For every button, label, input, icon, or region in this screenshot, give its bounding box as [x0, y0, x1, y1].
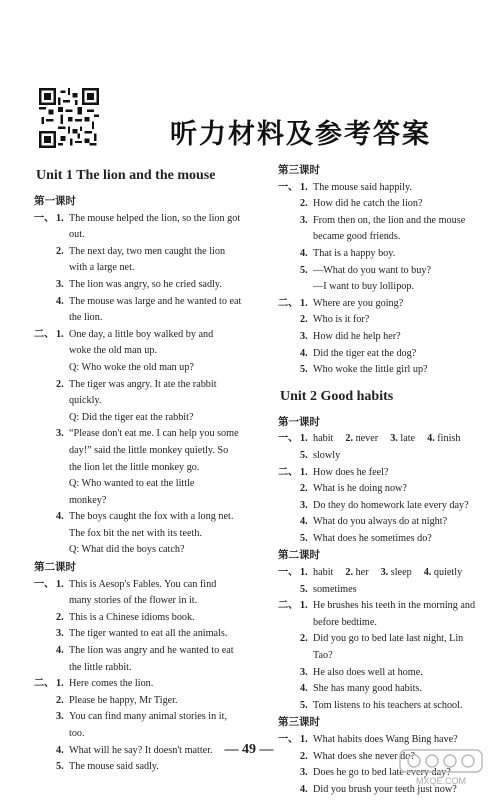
- item-number: 2.: [56, 611, 64, 623]
- answer-list: [278, 180, 478, 296]
- lesson-heading: 第二课时: [34, 562, 76, 574]
- answer-line: [34, 343, 244, 360]
- item-number: 2.: [345, 433, 356, 445]
- section-label: 一、: [278, 567, 299, 579]
- answer-text: Q: Who woke the old man up?: [69, 361, 194, 373]
- item-number: 5.: [300, 364, 308, 376]
- answer-text: What is he doing now?: [313, 483, 407, 495]
- item-number: 4.: [56, 511, 64, 523]
- answer-text: That is a happy boy.: [313, 247, 396, 259]
- answer-text: Where are you going?: [313, 297, 404, 309]
- answer-line: [34, 542, 244, 559]
- answer-text: What does she never do?: [313, 750, 415, 762]
- answer-text: woke the old man up.: [69, 345, 157, 357]
- item-number: 3.: [56, 711, 64, 723]
- answer-line: [34, 410, 244, 427]
- answer-text: The mouse said happily.: [313, 181, 412, 193]
- answer-text: the lion let the little monkey go.: [69, 461, 200, 473]
- answer-line: [34, 377, 244, 394]
- answer-line: [278, 665, 478, 682]
- item-number: 4.: [56, 645, 64, 657]
- answer-text: Did you brush your teeth just now?: [313, 783, 457, 795]
- item-number: 5.: [300, 532, 308, 544]
- answer-line: [278, 180, 478, 197]
- answer-line: [34, 327, 244, 344]
- answer-text: The fox bit the net with its teeth.: [69, 527, 202, 539]
- answer-text: —What do you want to buy?: [313, 264, 431, 276]
- answer-line: [34, 310, 244, 327]
- answer-text: many stories of the flower in it.: [69, 595, 198, 607]
- item-number: 3.: [300, 330, 308, 342]
- answer-text: She has many good habits.: [313, 683, 422, 695]
- answer-list: [34, 327, 244, 559]
- answer-list: [278, 465, 478, 548]
- answer-word: finish: [437, 433, 461, 445]
- answer-text: The mouse said sadly.: [69, 761, 159, 773]
- item-number: 4.: [300, 683, 308, 695]
- answer-text: Q: Who wanted to eat the little: [69, 478, 195, 490]
- answer-line: [278, 196, 478, 213]
- answer-text: too.: [69, 728, 85, 739]
- section-label: 一、: [278, 433, 299, 445]
- answer-line: [278, 229, 478, 246]
- lesson-heading: 第三课时: [278, 165, 320, 176]
- right-column: [278, 162, 478, 798]
- item-number: 1.: [300, 181, 308, 193]
- item-number: 3.: [56, 278, 64, 290]
- item-number: 4.: [300, 516, 308, 528]
- item-number: 3.: [56, 628, 64, 640]
- watermark-logo: [398, 748, 484, 788]
- answer-line: [34, 726, 244, 743]
- answer-line: [278, 263, 478, 280]
- item-number: 1.: [300, 466, 308, 478]
- lesson-heading: 第一课时: [34, 196, 76, 207]
- answer-line: [34, 526, 244, 543]
- item-number: 2.: [300, 633, 308, 645]
- answer-text: How did he help her?: [313, 330, 401, 342]
- answer-list: [34, 577, 244, 677]
- answer-line: [34, 660, 244, 677]
- answer-text: The lion was angry and he wanted to eat: [69, 645, 234, 657]
- answer-text: He also does well at home.: [313, 666, 423, 678]
- item-number: 1.: [300, 734, 308, 745]
- answer-line: [34, 709, 244, 726]
- answer-word: never: [355, 433, 379, 445]
- answer-line: [278, 498, 478, 515]
- answer-line: [34, 476, 244, 493]
- item-number: 1.: [56, 212, 64, 224]
- answer-text: the lion.: [69, 312, 103, 324]
- answer-line: [278, 698, 478, 715]
- section-label: 一、: [278, 734, 299, 745]
- answer-text: quickly.: [69, 395, 102, 407]
- answer-text: What do you always do at night?: [313, 516, 448, 528]
- answer-line: [278, 431, 478, 448]
- answer-line: [34, 676, 244, 693]
- answer-text: out.: [69, 229, 85, 241]
- answer-line: [278, 312, 478, 329]
- item-number: 2.: [56, 694, 64, 706]
- unit2-title: Unit 2 Good habits: [280, 388, 394, 404]
- item-number: 2.: [300, 483, 308, 495]
- answer-text: The mouse was large and he wanted to eat: [69, 295, 242, 307]
- section-label: 二、: [34, 328, 55, 340]
- answer-text: day!” said the little monkey quietly. So: [69, 444, 229, 456]
- answer-text: You can find many animal stories in it,: [69, 711, 227, 723]
- qr-code-image: [39, 88, 99, 148]
- item-number: 2.: [56, 245, 64, 257]
- answer-text: One day, a little boy walked by and: [69, 328, 214, 340]
- answer-text: Please be happy, Mr Tiger.: [69, 694, 178, 706]
- answer-line: [278, 213, 478, 230]
- item-number: 2.: [345, 567, 356, 579]
- item-number: 3.: [390, 433, 401, 445]
- item-number: 4.: [56, 744, 64, 756]
- answer-line: [34, 759, 244, 776]
- answer-word: habit: [313, 433, 334, 445]
- answer-line: [34, 360, 244, 377]
- item-number: 2.: [300, 314, 308, 326]
- answer-text: Who is it for?: [313, 314, 370, 326]
- answer-line: [278, 648, 478, 665]
- answer-line: [278, 531, 478, 548]
- item-number: 4.: [300, 783, 308, 795]
- answer-line: [278, 329, 478, 346]
- answer-line: [34, 443, 244, 460]
- answer-text: Does he go to bed late every day?: [313, 767, 451, 779]
- answer-line: [34, 211, 244, 228]
- answer-text: The mouse helped the lion, so the lion got: [69, 212, 241, 224]
- answer-line: [34, 426, 244, 443]
- item-number: 3.: [300, 499, 308, 511]
- answer-text: The lion was angry, so he cried sadly.: [69, 278, 222, 290]
- answer-list: [278, 598, 478, 714]
- left-column: [34, 162, 244, 776]
- answer-text: before bedtime.: [313, 616, 377, 628]
- answer-text: This is a Chinese idioms book.: [69, 611, 195, 623]
- answer-text: with a large net.: [69, 262, 135, 274]
- answer-line: [34, 593, 244, 610]
- answer-line: [34, 393, 244, 410]
- answer-text: —I want to buy lollipop.: [313, 281, 415, 293]
- answer-text: “Please don't eat me. I can help you some: [69, 428, 239, 440]
- answer-line: [34, 577, 244, 594]
- answer-line: [34, 493, 244, 510]
- item-number: 4.: [56, 295, 64, 307]
- answer-line: [34, 693, 244, 710]
- answer-word: quietly: [433, 567, 463, 579]
- answer-line: [34, 294, 244, 311]
- item-number: 3.: [300, 214, 308, 226]
- item-number: 5.: [56, 761, 64, 773]
- answer-list: [278, 296, 478, 379]
- answer-text: The tiger was angry. It ate the rabbit: [69, 378, 217, 390]
- item-number: 2.: [300, 198, 308, 210]
- answer-text: Tao?: [313, 650, 333, 662]
- answer-text: Did the tiger eat the dog?: [313, 347, 417, 359]
- answer-text: Do they do homework late every day?: [313, 499, 469, 511]
- lesson-heading: 第一课时: [278, 416, 320, 428]
- item-number: 4.: [300, 247, 308, 259]
- item-number: 1.: [300, 567, 308, 579]
- item-number: 2.: [300, 750, 308, 762]
- answer-line: [34, 277, 244, 294]
- answer-line: [34, 643, 244, 660]
- answer-word: sleep: [390, 567, 412, 579]
- section-label: 一、: [278, 181, 299, 193]
- answer-word: her: [355, 567, 369, 579]
- answer-line: [278, 246, 478, 263]
- item-number: 5.: [300, 449, 308, 461]
- answer-list: [34, 676, 244, 776]
- item-number: 3.: [380, 567, 391, 579]
- answer-line: [278, 296, 478, 313]
- answer-list: [34, 211, 244, 327]
- item-number: 5.: [300, 583, 308, 595]
- answer-text: Q: What did the boys catch?: [69, 544, 185, 556]
- answer-text: The boys caught the fox with a long net.: [69, 511, 234, 523]
- section-label: 二、: [278, 297, 299, 309]
- answer-word: late: [400, 433, 416, 445]
- answer-line: [278, 615, 478, 632]
- answer-text: What habits does Wang Bing have?: [313, 734, 458, 745]
- answer-text: became good friends.: [313, 231, 401, 243]
- answer-line: [278, 582, 478, 599]
- page-title: 听力材料及参考答案: [170, 119, 431, 150]
- lesson-heading: 第二课时: [278, 550, 320, 562]
- section-label: 二、: [278, 600, 299, 612]
- answer-line: [278, 681, 478, 698]
- answer-line: [278, 279, 478, 296]
- section-label: 二、: [34, 678, 55, 690]
- answer-text: What will he say? It doesn't matter.: [69, 744, 213, 756]
- item-number: 1.: [56, 328, 64, 340]
- unit1-title: Unit 1 The lion and the mouse: [36, 168, 216, 183]
- item-number: 2.: [56, 378, 64, 390]
- answer-text: monkey?: [69, 494, 107, 506]
- answer-line: [278, 448, 478, 465]
- item-number: 5.: [300, 264, 308, 276]
- item-number: 3.: [300, 666, 308, 678]
- answer-line: [278, 631, 478, 648]
- answer-text: What does he sometimes do?: [313, 532, 432, 544]
- answer-text: How did he catch the lion?: [313, 198, 423, 210]
- lesson-heading: 第三课时: [278, 717, 320, 729]
- answer-text: Did you go to bed late last night, Lin: [313, 633, 464, 645]
- watermark-text: MXQE.COM: [415, 776, 467, 786]
- answer-line: [34, 260, 244, 277]
- answer-text: Who woke the little girl up?: [313, 364, 428, 376]
- answer-word: slowly: [313, 449, 341, 461]
- answer-word: habit: [313, 567, 334, 579]
- section-label: 一、: [34, 212, 55, 224]
- section-label: 一、: [34, 578, 55, 590]
- answer-text: the little rabbit.: [69, 661, 132, 673]
- answer-text: From then on, the lion and the mouse: [313, 214, 466, 226]
- answer-text: The tiger wanted to eat all the animals.: [69, 628, 228, 640]
- answer-line: [278, 565, 478, 582]
- answer-line: [278, 481, 478, 498]
- answer-text: The next day, two men caught the lion: [69, 245, 226, 257]
- answer-line: [34, 244, 244, 261]
- answer-text: This is Aesop's Fables. You can find: [69, 578, 217, 590]
- item-number: 4.: [300, 347, 308, 359]
- answer-line: [34, 460, 244, 477]
- item-number: 4.: [423, 567, 434, 579]
- answer-line: [278, 465, 478, 482]
- answer-text: Q: Did the tiger eat the rabbit?: [69, 411, 194, 423]
- item-number: 5.: [300, 699, 308, 711]
- item-number: 1.: [300, 297, 308, 309]
- answer-word: sometimes: [313, 583, 357, 595]
- answer-line: [34, 610, 244, 627]
- answer-text: Here comes the lion.: [69, 678, 154, 690]
- item-number: 1.: [300, 600, 308, 612]
- answer-text: How does he feel?: [313, 466, 389, 478]
- item-number: 3.: [56, 428, 64, 440]
- section-label: 二、: [278, 466, 299, 478]
- answer-text: He brushes his teeth in the morning and: [313, 600, 476, 612]
- item-number: 1.: [56, 578, 64, 590]
- item-number: 1.: [300, 433, 308, 445]
- answer-line: [278, 598, 478, 615]
- item-number: 4.: [427, 433, 438, 445]
- page-number: — 49 —: [224, 742, 274, 757]
- word-answer-row: [278, 565, 478, 598]
- answer-line: [34, 227, 244, 244]
- answer-line: [278, 346, 478, 363]
- answer-line: [34, 626, 244, 643]
- item-number: 3.: [300, 767, 308, 779]
- item-number: 1.: [56, 678, 64, 690]
- answer-line: [278, 362, 478, 379]
- word-answer-row: [278, 431, 478, 464]
- answer-line: [278, 514, 478, 531]
- answer-line: [34, 509, 244, 526]
- answer-text: Tom listens to his teachers at school.: [313, 699, 463, 711]
